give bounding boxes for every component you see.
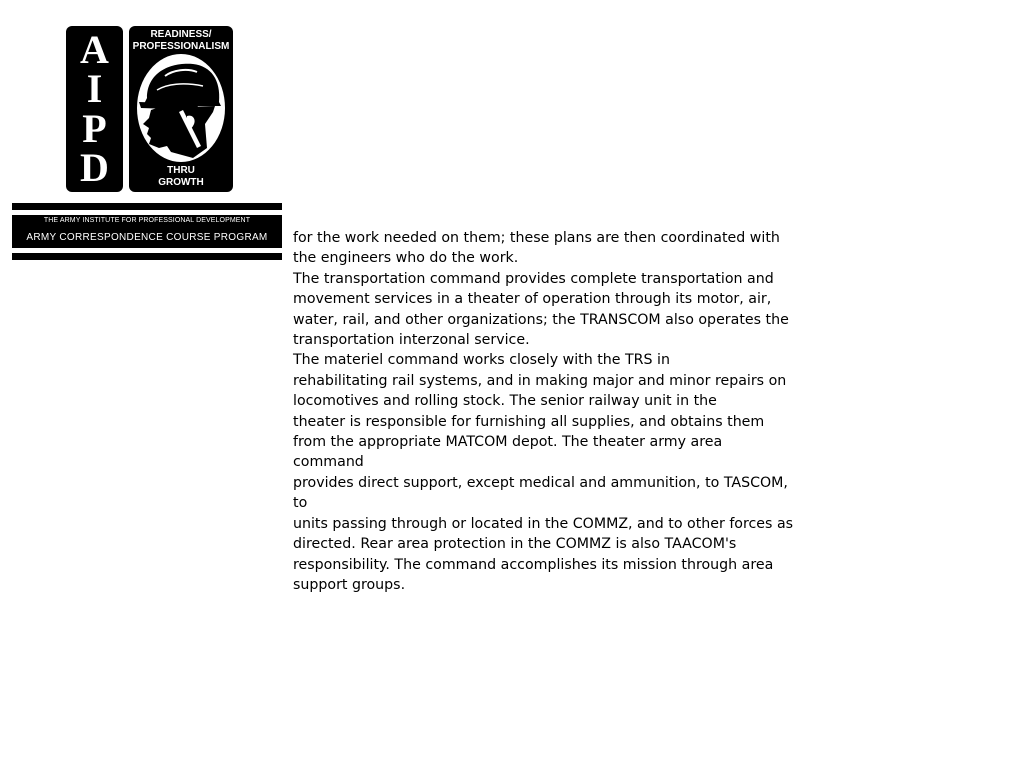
banner-rule-bottom xyxy=(12,253,282,260)
document-body xyxy=(293,228,793,595)
body-line: the engineers who do the work. xyxy=(293,250,519,267)
logo-motto-bottom xyxy=(129,165,233,189)
body-line: support groups. xyxy=(293,576,406,593)
logo-motto-line: GROWTH xyxy=(158,177,204,188)
body-line: theater is responsible for furnishing all supplies, and obtains them xyxy=(293,413,765,430)
logo-letter-i: I xyxy=(86,66,103,112)
banner-program-text: ARMY CORRESPONDENCE COURSE PROGRAM xyxy=(26,232,268,243)
logo-letter-d: D xyxy=(80,145,109,191)
body-line: units passing through or located in the COMMZ, and to other forces as xyxy=(293,515,794,532)
logo-motto-line: THRU xyxy=(167,165,195,176)
body-line: command xyxy=(293,454,364,471)
body-line: responsibility. The command accomplishes its mission through area xyxy=(293,556,774,573)
body-line: rehabilitating rail systems, and in making major and minor repairs on xyxy=(293,372,787,389)
soldier-helmet-icon xyxy=(137,54,225,162)
logo-letter-p: P xyxy=(82,105,107,151)
body-line: movement services in a theater of operation through its motor, air, xyxy=(293,291,772,308)
logo-motto-line: PROFESSIONALISM xyxy=(132,41,230,52)
body-line: locomotives and rolling stock. The senior railway unit in the xyxy=(293,393,717,410)
aipd-logo xyxy=(66,26,233,192)
logo-motto-line: READINESS/ xyxy=(150,29,212,40)
body-line: directed. Rear area protection in the COMMZ is also TAACOM's xyxy=(293,536,737,553)
body-line: for the work needed on them; these plans are then coordinated with xyxy=(293,230,780,246)
banner-institute-text: THE ARMY INSTITUTE FOR PROFESSIONAL DEVELOPMENT xyxy=(43,217,251,224)
logo-emblem-panel xyxy=(129,26,233,192)
body-line: The transportation command provides complete transportation and xyxy=(293,270,774,287)
body-line: provides direct support, except medical and ammunition, to TASCOM, xyxy=(293,474,788,491)
logo-letters-column xyxy=(66,26,123,192)
body-line: from the appropriate MATCOM depot. The theater army area xyxy=(293,434,723,451)
logo-letter-a: A xyxy=(80,26,109,72)
body-line: to xyxy=(293,495,308,512)
body-line: transportation interzonal service. xyxy=(293,332,530,349)
body-line: The materiel command works closely with the TRS in xyxy=(293,352,670,369)
logo-motto-top xyxy=(129,29,233,53)
body-line: water, rail, and other organizations; the TRANSCOM also operates the xyxy=(293,311,789,328)
banner-rule-top xyxy=(12,203,282,210)
